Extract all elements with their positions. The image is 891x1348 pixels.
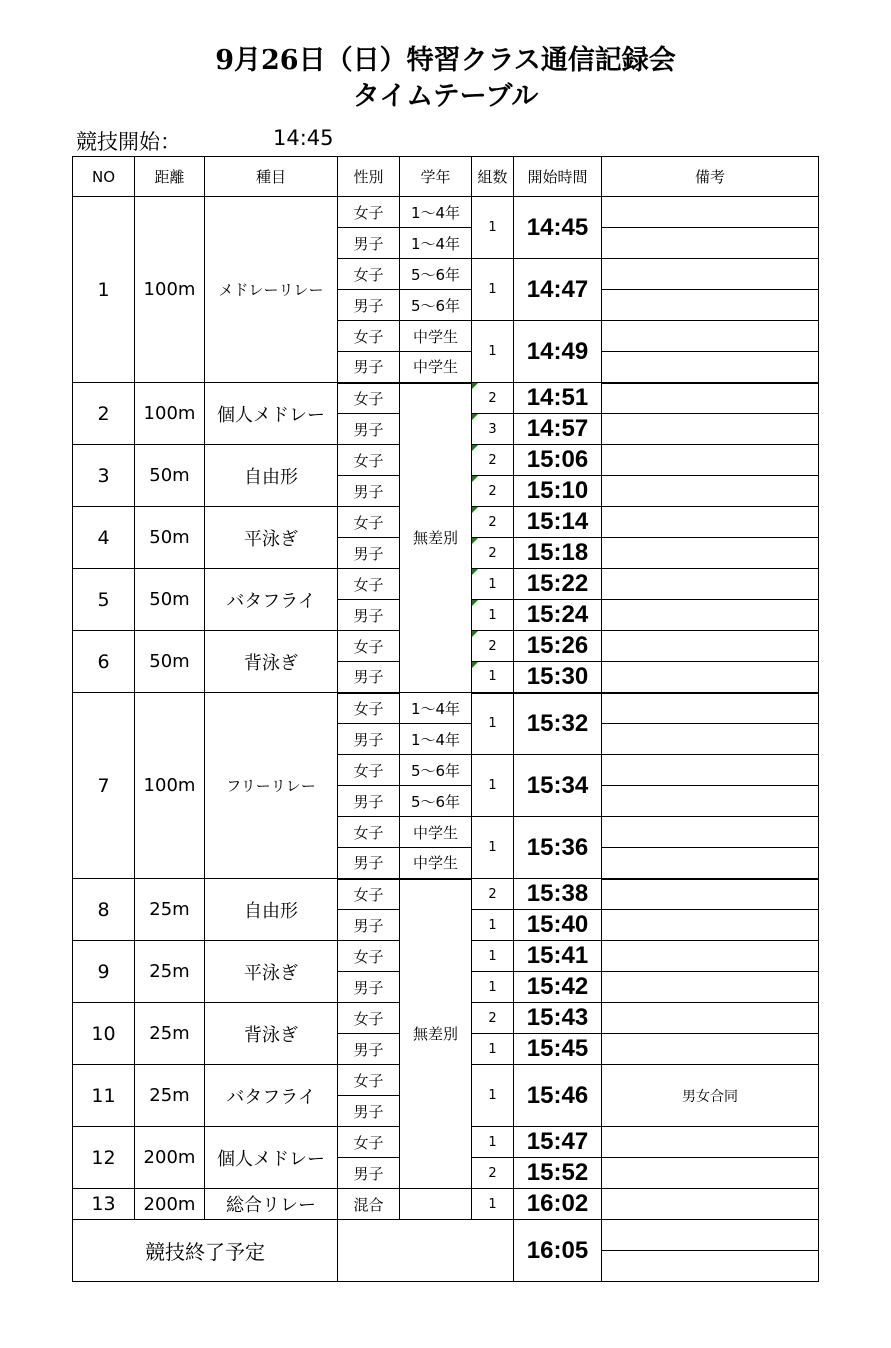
- group-count: 1: [472, 321, 514, 383]
- start-time-cell: 15:41: [514, 941, 602, 972]
- comment-marker-icon: [472, 600, 478, 606]
- group-count: [472, 507, 514, 538]
- event-name: 自由形: [205, 879, 338, 941]
- group-count-value: 1: [488, 607, 497, 623]
- event-name: 背泳ぎ: [205, 1003, 338, 1065]
- event-name: 個人メドレー: [205, 1127, 338, 1189]
- page-subtitle: タイムテーブル: [352, 81, 539, 112]
- grade-cell: 中学生: [400, 321, 472, 352]
- event-no: 13: [73, 1189, 135, 1220]
- group-count: [472, 569, 514, 600]
- event-no: 1: [73, 197, 135, 383]
- header-sex: 性別: [338, 157, 400, 197]
- grade-cell: 中学生: [400, 817, 472, 848]
- event-name: バタフライ: [205, 1065, 338, 1127]
- group-count: 1: [472, 197, 514, 259]
- event-name: 自由形: [205, 445, 338, 507]
- group-count: 1: [472, 1127, 514, 1158]
- group-count-value: 2: [488, 483, 497, 499]
- group-count: 1: [472, 693, 514, 755]
- group-count: 1: [472, 941, 514, 972]
- sex-cell: 女子: [338, 631, 400, 662]
- event-no: 12: [73, 1127, 135, 1189]
- event-distance: 50m: [135, 631, 205, 693]
- group-count: 1: [472, 910, 514, 941]
- sex-cell: 男子: [338, 476, 400, 507]
- start-time-cell: 15:06: [514, 445, 602, 476]
- note-cell: [602, 631, 819, 662]
- start-time-cell: 15:34: [514, 755, 602, 817]
- start-time-cell: 15:24: [514, 600, 602, 631]
- sex-cell: 男子: [338, 1096, 400, 1127]
- start-time-cell: 15:47: [514, 1127, 602, 1158]
- table-row: [73, 879, 819, 910]
- start-time-cell: 15:22: [514, 569, 602, 600]
- sex-cell: 混合: [338, 1189, 400, 1220]
- group-count-value: 2: [488, 545, 497, 561]
- start-time-cell: 15:30: [514, 662, 602, 693]
- sex-cell: 男子: [338, 972, 400, 1003]
- sex-cell: 女子: [338, 879, 400, 910]
- comment-marker-icon: [472, 507, 478, 513]
- table-row: [73, 693, 819, 724]
- start-time-cell: 15:36: [514, 817, 602, 879]
- grade-cell: 5～6年: [400, 755, 472, 786]
- start-time-cell: 15:43: [514, 1003, 602, 1034]
- group-count: [472, 662, 514, 693]
- event-no: 7: [73, 693, 135, 879]
- grade-cell: 1～4年: [400, 228, 472, 259]
- note-cell: [602, 507, 819, 538]
- group-count: 1: [472, 755, 514, 817]
- note-cell: [602, 197, 819, 228]
- event-no: 11: [73, 1065, 135, 1127]
- event-no: 4: [73, 507, 135, 569]
- note-cell: [602, 228, 819, 259]
- event-distance: 200m: [135, 1127, 205, 1189]
- start-time-cell: 15:14: [514, 507, 602, 538]
- grade-cell: 5～6年: [400, 786, 472, 817]
- start-time-cell: 14:57: [514, 414, 602, 445]
- end-empty-cell: [338, 1220, 514, 1282]
- event-no: 10: [73, 1003, 135, 1065]
- comment-marker-icon: [472, 414, 478, 420]
- group-count-value: 3: [488, 421, 497, 437]
- grade-cell: 5～6年: [400, 290, 472, 321]
- event-distance: 50m: [135, 507, 205, 569]
- sex-cell: 女子: [338, 1065, 400, 1096]
- note-cell: [602, 1189, 819, 1220]
- event-no: 5: [73, 569, 135, 631]
- event-no: 2: [73, 383, 135, 445]
- note-cell: [602, 786, 819, 817]
- start-time-cell: 15:46: [514, 1065, 602, 1127]
- end-time: 16:05: [514, 1220, 602, 1282]
- comment-marker-icon: [472, 538, 478, 544]
- sex-cell: 女子: [338, 1127, 400, 1158]
- group-count: [472, 414, 514, 445]
- note-cell: [602, 879, 819, 910]
- note-cell: [602, 321, 819, 352]
- note-cell: [602, 817, 819, 848]
- event-name: 個人メドレー: [205, 383, 338, 445]
- note-cell: [602, 1034, 819, 1065]
- event-no: 9: [73, 941, 135, 1003]
- header-groups: 組数: [472, 157, 514, 197]
- event-name: バタフライ: [205, 569, 338, 631]
- event-distance: 50m: [135, 445, 205, 507]
- group-count: [472, 600, 514, 631]
- event-no: 6: [73, 631, 135, 693]
- page-title: 9月26日（日）特習クラス通信記録会: [215, 45, 676, 76]
- sex-cell: 男子: [338, 848, 400, 879]
- note-cell: [602, 848, 819, 879]
- event-distance: 50m: [135, 569, 205, 631]
- group-count: 2: [472, 879, 514, 910]
- grade-merged-cell: 無差別: [400, 383, 472, 693]
- group-count: 2: [472, 1158, 514, 1189]
- sex-cell: 女子: [338, 569, 400, 600]
- comment-marker-icon: [472, 569, 478, 575]
- sex-cell: 男子: [338, 352, 400, 383]
- note-cell: 男女合同: [602, 1065, 819, 1127]
- note-cell: [602, 1220, 819, 1251]
- event-no: 8: [73, 879, 135, 941]
- event-distance: 25m: [135, 1065, 205, 1127]
- event-distance: 100m: [135, 197, 205, 383]
- start-time-cell: 15:32: [514, 693, 602, 755]
- start-time-cell: 15:26: [514, 631, 602, 662]
- sex-cell: 女子: [338, 941, 400, 972]
- group-count-value: 1: [488, 576, 497, 592]
- sex-cell: 男子: [338, 290, 400, 321]
- header-start-time: 開始時間: [514, 157, 602, 197]
- sex-cell: 男子: [338, 910, 400, 941]
- group-count-value: 2: [488, 514, 497, 530]
- group-count-value: 1: [488, 669, 497, 685]
- grade-cell: 1～4年: [400, 724, 472, 755]
- grade-cell: 中学生: [400, 848, 472, 879]
- comment-marker-icon: [472, 476, 478, 482]
- group-count: 1: [472, 1034, 514, 1065]
- comment-marker-icon: [472, 445, 478, 451]
- header-distance: 距離: [135, 157, 205, 197]
- table-row: [73, 1189, 819, 1220]
- sex-cell: 女子: [338, 259, 400, 290]
- start-time-cell: 14:45: [514, 197, 602, 259]
- sex-cell: 男子: [338, 414, 400, 445]
- note-cell: [602, 972, 819, 1003]
- group-count: 1: [472, 972, 514, 1003]
- event-distance: 200m: [135, 1189, 205, 1220]
- group-count: [472, 476, 514, 507]
- end-row: [73, 1220, 819, 1251]
- note-cell: [602, 290, 819, 321]
- start-time: 14:45: [273, 126, 334, 150]
- start-time-cell: 15:52: [514, 1158, 602, 1189]
- group-count: [472, 538, 514, 569]
- comment-marker-icon: [472, 662, 478, 668]
- start-time-cell: 15:38: [514, 879, 602, 910]
- sex-cell: 女子: [338, 321, 400, 352]
- sex-cell: 女子: [338, 817, 400, 848]
- event-distance: 25m: [135, 1003, 205, 1065]
- table-row: [73, 383, 819, 414]
- event-name: 平泳ぎ: [205, 941, 338, 1003]
- group-count: [472, 383, 514, 414]
- sex-cell: 女子: [338, 197, 400, 228]
- sex-cell: 女子: [338, 445, 400, 476]
- group-count: 1: [472, 817, 514, 879]
- start-time-cell: 15:40: [514, 910, 602, 941]
- header-no: NO: [73, 157, 135, 197]
- comment-marker-icon: [472, 383, 478, 389]
- note-cell: [602, 1003, 819, 1034]
- sex-cell: 女子: [338, 507, 400, 538]
- header-event: 種目: [205, 157, 338, 197]
- sex-cell: 女子: [338, 693, 400, 724]
- start-time-cell: 14:51: [514, 383, 602, 414]
- note-cell: [602, 941, 819, 972]
- event-distance: 100m: [135, 383, 205, 445]
- note-cell: [602, 910, 819, 941]
- note-cell: [602, 724, 819, 755]
- group-count: 1: [472, 1189, 514, 1220]
- end-label: 競技終了予定: [73, 1220, 338, 1282]
- start-time-cell: 15:10: [514, 476, 602, 507]
- event-name: 平泳ぎ: [205, 507, 338, 569]
- note-cell: [602, 414, 819, 445]
- sex-cell: 男子: [338, 1034, 400, 1065]
- note-cell: [602, 445, 819, 476]
- sex-cell: 男子: [338, 228, 400, 259]
- event-name: 背泳ぎ: [205, 631, 338, 693]
- event-distance: 25m: [135, 879, 205, 941]
- sex-cell: 男子: [338, 600, 400, 631]
- note-cell: [602, 662, 819, 693]
- grade-cell: 1～4年: [400, 197, 472, 228]
- group-count: [472, 445, 514, 476]
- group-count: 1: [472, 259, 514, 321]
- event-name: メドレーリレー: [205, 197, 338, 383]
- note-cell: [602, 352, 819, 383]
- group-count-value: 2: [488, 452, 497, 468]
- sex-cell: 女子: [338, 755, 400, 786]
- note-cell: [602, 1251, 819, 1282]
- note-cell: [602, 600, 819, 631]
- grade-cell: [400, 1189, 472, 1220]
- group-count-value: 2: [488, 638, 497, 654]
- header-grade: 学年: [400, 157, 472, 197]
- note-cell: [602, 569, 819, 600]
- start-time-cell: 16:02: [514, 1189, 602, 1220]
- event-distance: 100m: [135, 693, 205, 879]
- sex-cell: 男子: [338, 724, 400, 755]
- start-time-cell: 15:18: [514, 538, 602, 569]
- start-time-cell: 14:49: [514, 321, 602, 383]
- sex-cell: 男子: [338, 662, 400, 693]
- sex-cell: 男子: [338, 786, 400, 817]
- timetable: [72, 156, 819, 1282]
- start-time-cell: 14:47: [514, 259, 602, 321]
- grade-cell: 1～4年: [400, 693, 472, 724]
- note-cell: [602, 383, 819, 414]
- note-cell: [602, 476, 819, 507]
- group-count: 1: [472, 1065, 514, 1127]
- header-notes: 備考: [602, 157, 819, 197]
- grade-cell: 中学生: [400, 352, 472, 383]
- sex-cell: 女子: [338, 1003, 400, 1034]
- note-cell: [602, 693, 819, 724]
- group-count: [472, 631, 514, 662]
- header-row: [73, 157, 819, 197]
- start-label: 競技開始：: [76, 130, 181, 154]
- sex-cell: 男子: [338, 1158, 400, 1189]
- event-distance: 25m: [135, 941, 205, 1003]
- sex-cell: 男子: [338, 538, 400, 569]
- group-count: 2: [472, 1003, 514, 1034]
- event-name: 総合リレー: [205, 1189, 338, 1220]
- start-time-cell: 15:42: [514, 972, 602, 1003]
- event-name: フリーリレー: [205, 693, 338, 879]
- start-time-cell: 15:45: [514, 1034, 602, 1065]
- note-cell: [602, 538, 819, 569]
- note-cell: [602, 755, 819, 786]
- group-count-value: 2: [488, 390, 497, 406]
- sex-cell: 女子: [338, 383, 400, 414]
- note-cell: [602, 1127, 819, 1158]
- grade-merged-cell: 無差別: [400, 879, 472, 1189]
- comment-marker-icon: [472, 631, 478, 637]
- note-cell: [602, 1158, 819, 1189]
- note-cell: [602, 259, 819, 290]
- grade-cell: 5～6年: [400, 259, 472, 290]
- event-no: 3: [73, 445, 135, 507]
- table-row: [73, 197, 819, 228]
